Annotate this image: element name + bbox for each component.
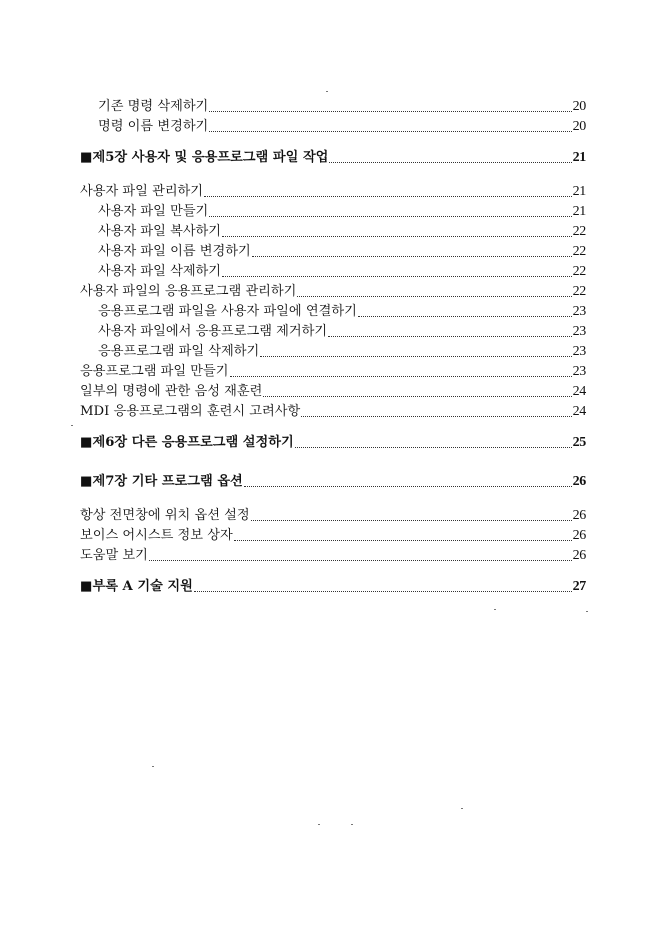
dot-leader bbox=[252, 255, 572, 257]
entry-title: ■제5장 사용자 및 응용프로그램 파일 작업 bbox=[80, 150, 329, 165]
page-number: 21 bbox=[572, 184, 586, 199]
entry-title: 사용자 파일 이름 변경하기 bbox=[98, 244, 251, 259]
toc-entry bbox=[80, 382, 586, 402]
entry-title: 도움말 보기 bbox=[80, 548, 148, 563]
dot-leader bbox=[260, 355, 571, 357]
page-number: 26 bbox=[572, 528, 586, 543]
toc-entry bbox=[80, 546, 586, 566]
entry-title: 사용자 파일 삭제하기 bbox=[98, 264, 222, 279]
dot-leader bbox=[234, 539, 572, 541]
dot-leader bbox=[230, 375, 572, 377]
page-number: 21 bbox=[572, 204, 586, 219]
page-number: 23 bbox=[572, 304, 586, 319]
dot-leader bbox=[301, 415, 571, 417]
scan-speck bbox=[318, 824, 320, 825]
dot-leader bbox=[194, 590, 572, 592]
page-number: 22 bbox=[572, 284, 586, 299]
dot-leader bbox=[209, 110, 571, 112]
table-of-contents bbox=[80, 97, 586, 597]
scan-speck bbox=[351, 824, 353, 825]
toc-entry bbox=[80, 342, 586, 362]
dot-leader bbox=[328, 335, 571, 337]
entry-title: 사용자 파일의 응용프로그램 관리하기 bbox=[80, 284, 297, 299]
toc-entry bbox=[80, 242, 586, 262]
toc-entry bbox=[80, 302, 586, 322]
scan-speck bbox=[326, 91, 328, 92]
page-number: 22 bbox=[572, 244, 586, 259]
page-number: 23 bbox=[572, 324, 586, 339]
dot-leader bbox=[204, 195, 572, 197]
toc-entry bbox=[80, 526, 586, 546]
toc-entry bbox=[80, 362, 586, 382]
page-number: 26 bbox=[572, 548, 586, 563]
entry-title: 항상 전면창에 위치 옵션 설정 bbox=[80, 508, 250, 523]
toc-entry bbox=[80, 97, 586, 117]
entry-title: 사용자 파일 만들기 bbox=[98, 204, 209, 219]
toc-chapter-entry bbox=[80, 433, 586, 453]
dot-leader bbox=[222, 275, 572, 277]
spacer bbox=[80, 453, 586, 472]
page-number: 25 bbox=[572, 435, 586, 450]
entry-title: 응용프로그램 파일 만들기 bbox=[80, 364, 229, 379]
scan-speck bbox=[152, 766, 154, 767]
dot-leader bbox=[263, 395, 571, 397]
page-number: 22 bbox=[572, 224, 586, 239]
toc-entry bbox=[80, 322, 586, 342]
entry-title: 사용자 파일 관리하기 bbox=[80, 184, 204, 199]
dot-leader bbox=[358, 315, 572, 317]
dot-leader bbox=[251, 519, 572, 521]
dot-leader bbox=[149, 559, 572, 561]
spacer bbox=[80, 137, 586, 148]
dot-leader bbox=[297, 295, 571, 297]
entry-title: 응용프로그램 파일 삭제하기 bbox=[98, 344, 260, 359]
page-number: 24 bbox=[572, 404, 586, 419]
entry-title: ■제6장 다른 응용프로그램 설정하기 bbox=[80, 435, 294, 450]
page-number: 26 bbox=[572, 508, 586, 523]
toc-chapter-entry bbox=[80, 472, 586, 492]
page-number: 24 bbox=[572, 384, 586, 399]
entry-title: ■부록 A 기술 지원 bbox=[80, 579, 193, 594]
page-number: 20 bbox=[572, 119, 586, 134]
toc-entry bbox=[80, 282, 586, 302]
entry-title: 명령 이름 변경하기 bbox=[98, 119, 209, 134]
page-number: 23 bbox=[572, 364, 586, 379]
spacer bbox=[80, 566, 586, 577]
page-number: 21 bbox=[572, 150, 586, 165]
page-number: 20 bbox=[572, 99, 586, 114]
entry-title: 사용자 파일 복사하기 bbox=[98, 224, 222, 239]
entry-title: ■제7장 기타 프로그램 옵션 bbox=[80, 474, 243, 489]
page-number: 27 bbox=[572, 579, 586, 594]
entry-title: 일부의 명령에 관한 음성 재훈련 bbox=[80, 384, 263, 399]
entry-title: 응용프로그램 파일을 사용자 파일에 연결하기 bbox=[98, 304, 357, 319]
scan-speck bbox=[461, 808, 463, 809]
scan-speck bbox=[586, 611, 588, 612]
toc-entry bbox=[80, 506, 586, 526]
toc-entry bbox=[80, 202, 586, 222]
toc-entry bbox=[80, 222, 586, 242]
entry-title: 기존 명령 삭제하기 bbox=[98, 99, 209, 114]
spacer bbox=[80, 492, 586, 506]
toc-entry bbox=[80, 182, 586, 202]
entry-title: 보이스 어시스트 정보 상자 bbox=[80, 528, 233, 543]
page-number: 23 bbox=[572, 344, 586, 359]
dot-leader bbox=[209, 130, 571, 132]
toc-entry bbox=[80, 262, 586, 282]
toc-chapter-entry bbox=[80, 148, 586, 168]
toc-entry bbox=[80, 402, 586, 422]
spacer bbox=[80, 422, 586, 433]
scan-speck bbox=[71, 425, 73, 426]
toc-chapter-entry bbox=[80, 577, 586, 597]
dot-leader bbox=[222, 235, 572, 237]
page-number: 22 bbox=[572, 264, 586, 279]
dot-leader bbox=[329, 161, 571, 163]
entry-title: 사용자 파일에서 응용프로그램 제거하기 bbox=[98, 324, 328, 339]
dot-leader bbox=[244, 485, 572, 487]
dot-leader bbox=[209, 215, 571, 217]
dot-leader bbox=[295, 446, 572, 448]
page-number: 26 bbox=[572, 474, 586, 489]
spacer bbox=[80, 168, 586, 182]
scan-speck bbox=[494, 609, 496, 610]
entry-title: MDI 응용프로그램의 훈련시 고려사항 bbox=[80, 404, 301, 419]
toc-entry bbox=[80, 117, 586, 137]
